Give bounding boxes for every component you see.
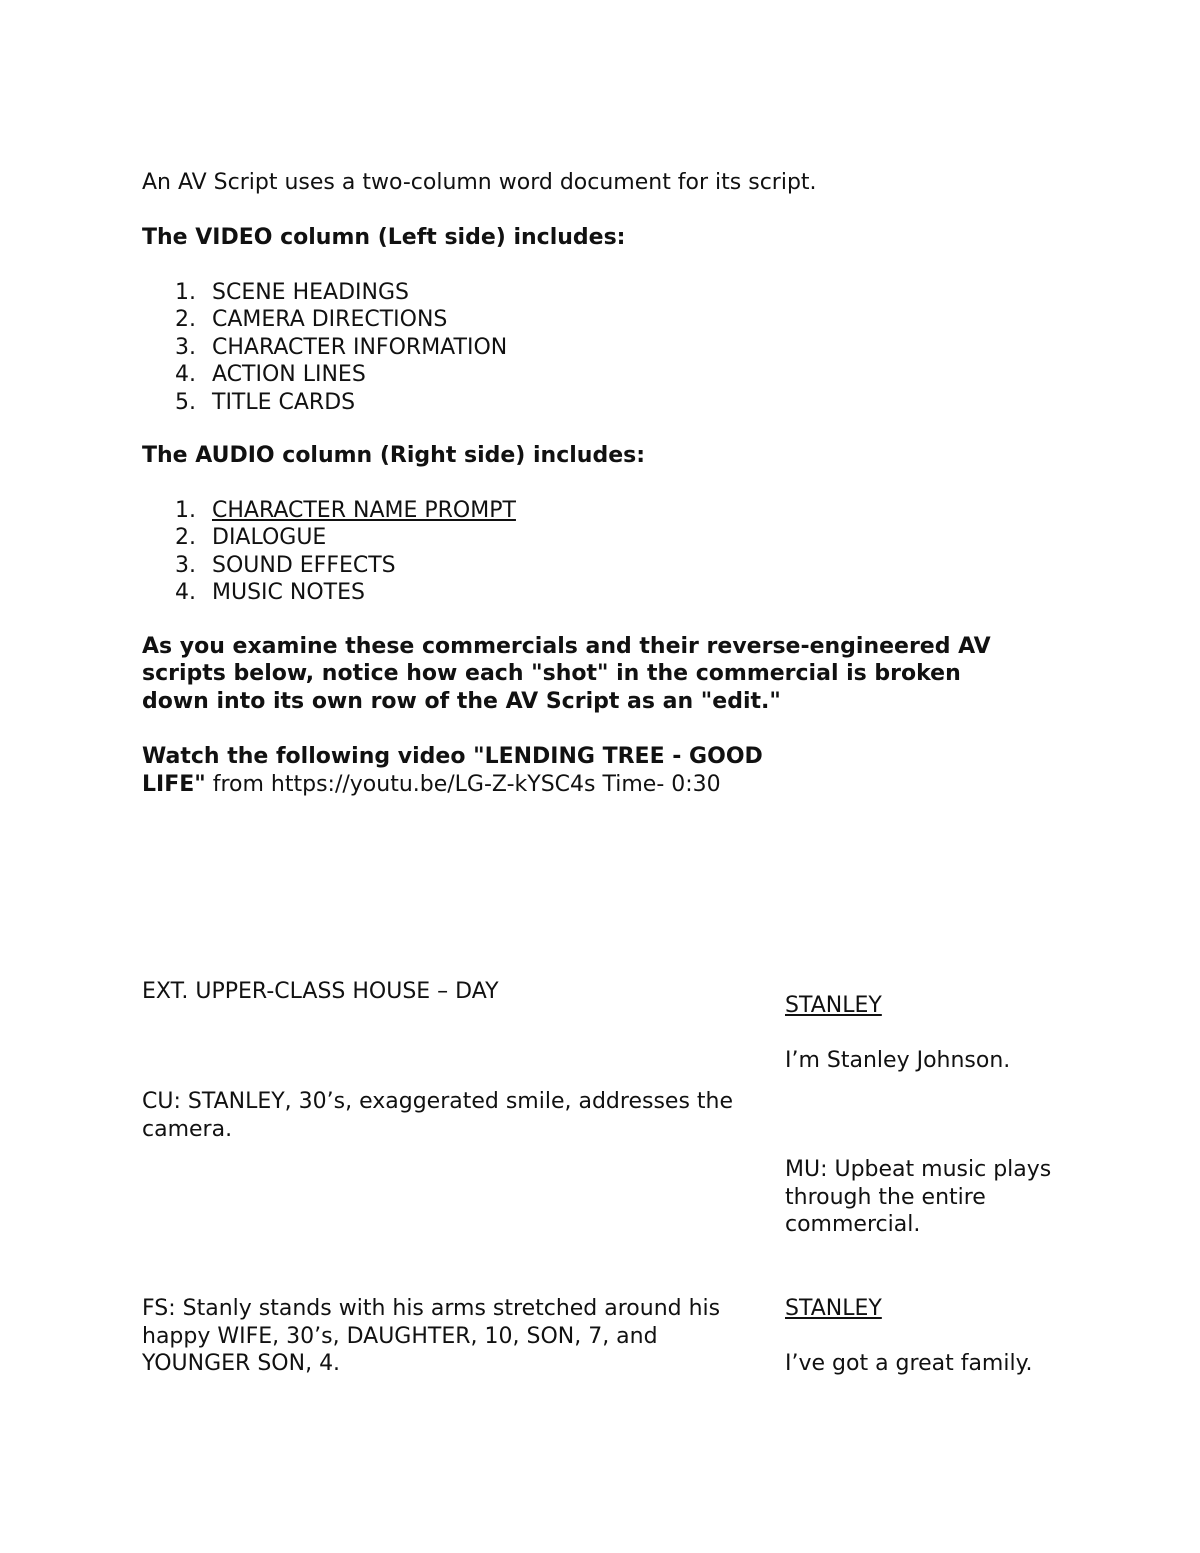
list-item: 5. TITLE CARDS bbox=[175, 389, 356, 415]
camera-direction-line-1: CU: STANLEY, 30’s, exaggerated smile, addresses the bbox=[142, 1089, 734, 1114]
camera-direction-line-2: camera. bbox=[142, 1117, 233, 1142]
list-item: 4. ACTION LINES bbox=[175, 362, 366, 388]
watch-line-2 bbox=[142, 771, 721, 799]
list-item: 3. CHARACTER INFORMATION bbox=[175, 334, 508, 360]
action-line-2: happy WIFE, 30’s, DAUGHTER, 10, SON, 7, and bbox=[142, 1324, 658, 1349]
examine-paragraph-line-2: scripts below, notice how each "shot" in the commercial is broken bbox=[142, 661, 961, 686]
action-line-1: FS: Stanly stands with his arms stretched around his bbox=[142, 1296, 721, 1321]
music-note-line-1: MU: Upbeat music plays bbox=[785, 1157, 1052, 1182]
dialogue-line: I’ve got a great family. bbox=[785, 1351, 1033, 1376]
list-item: 3. SOUND EFFECTS bbox=[175, 552, 396, 578]
watch-link-text: from https://youtu.be/LG-Z-kYSC4s Time- 0:30 bbox=[205, 772, 721, 797]
video-items-list bbox=[142, 279, 507, 416]
audio-column-heading: The AUDIO column (Right side) includes: bbox=[142, 443, 646, 468]
list-item: 1. SCENE HEADINGS bbox=[175, 280, 409, 305]
watch-line-1: Watch the following video "LENDING TREE - GOOD bbox=[142, 744, 763, 769]
music-note-line-2: through the entire bbox=[785, 1185, 986, 1210]
audio-items-list bbox=[142, 497, 516, 607]
scene-heading: EXT. UPPER-CLASS HOUSE – DAY bbox=[142, 979, 499, 1004]
intro-text: An AV Script uses a two-column word document for its script. bbox=[142, 170, 817, 195]
list-item: 1. CHARACTER NAME PROMPT bbox=[175, 498, 516, 523]
watch-title-end: LIFE" bbox=[142, 772, 206, 797]
character-name-prompt: STANLEY bbox=[785, 1296, 882, 1321]
examine-paragraph-line-3: down into its own row of the AV Script as an "edit." bbox=[142, 689, 781, 714]
list-item: 4. MUSIC NOTES bbox=[175, 580, 365, 606]
music-note-line-3: commercial. bbox=[785, 1212, 921, 1237]
list-item: 2. DIALOGUE bbox=[175, 525, 327, 551]
dialogue-line: I’m Stanley Johnson. bbox=[785, 1048, 1011, 1073]
list-item: 2. CAMERA DIRECTIONS bbox=[175, 307, 448, 333]
action-line-3: YOUNGER SON, 4. bbox=[142, 1351, 341, 1376]
video-column-heading: The VIDEO column (Left side) includes: bbox=[142, 225, 626, 250]
character-name-prompt: STANLEY bbox=[785, 993, 882, 1018]
examine-paragraph-line-1: As you examine these commercials and their reverse-engineered AV bbox=[142, 634, 991, 659]
